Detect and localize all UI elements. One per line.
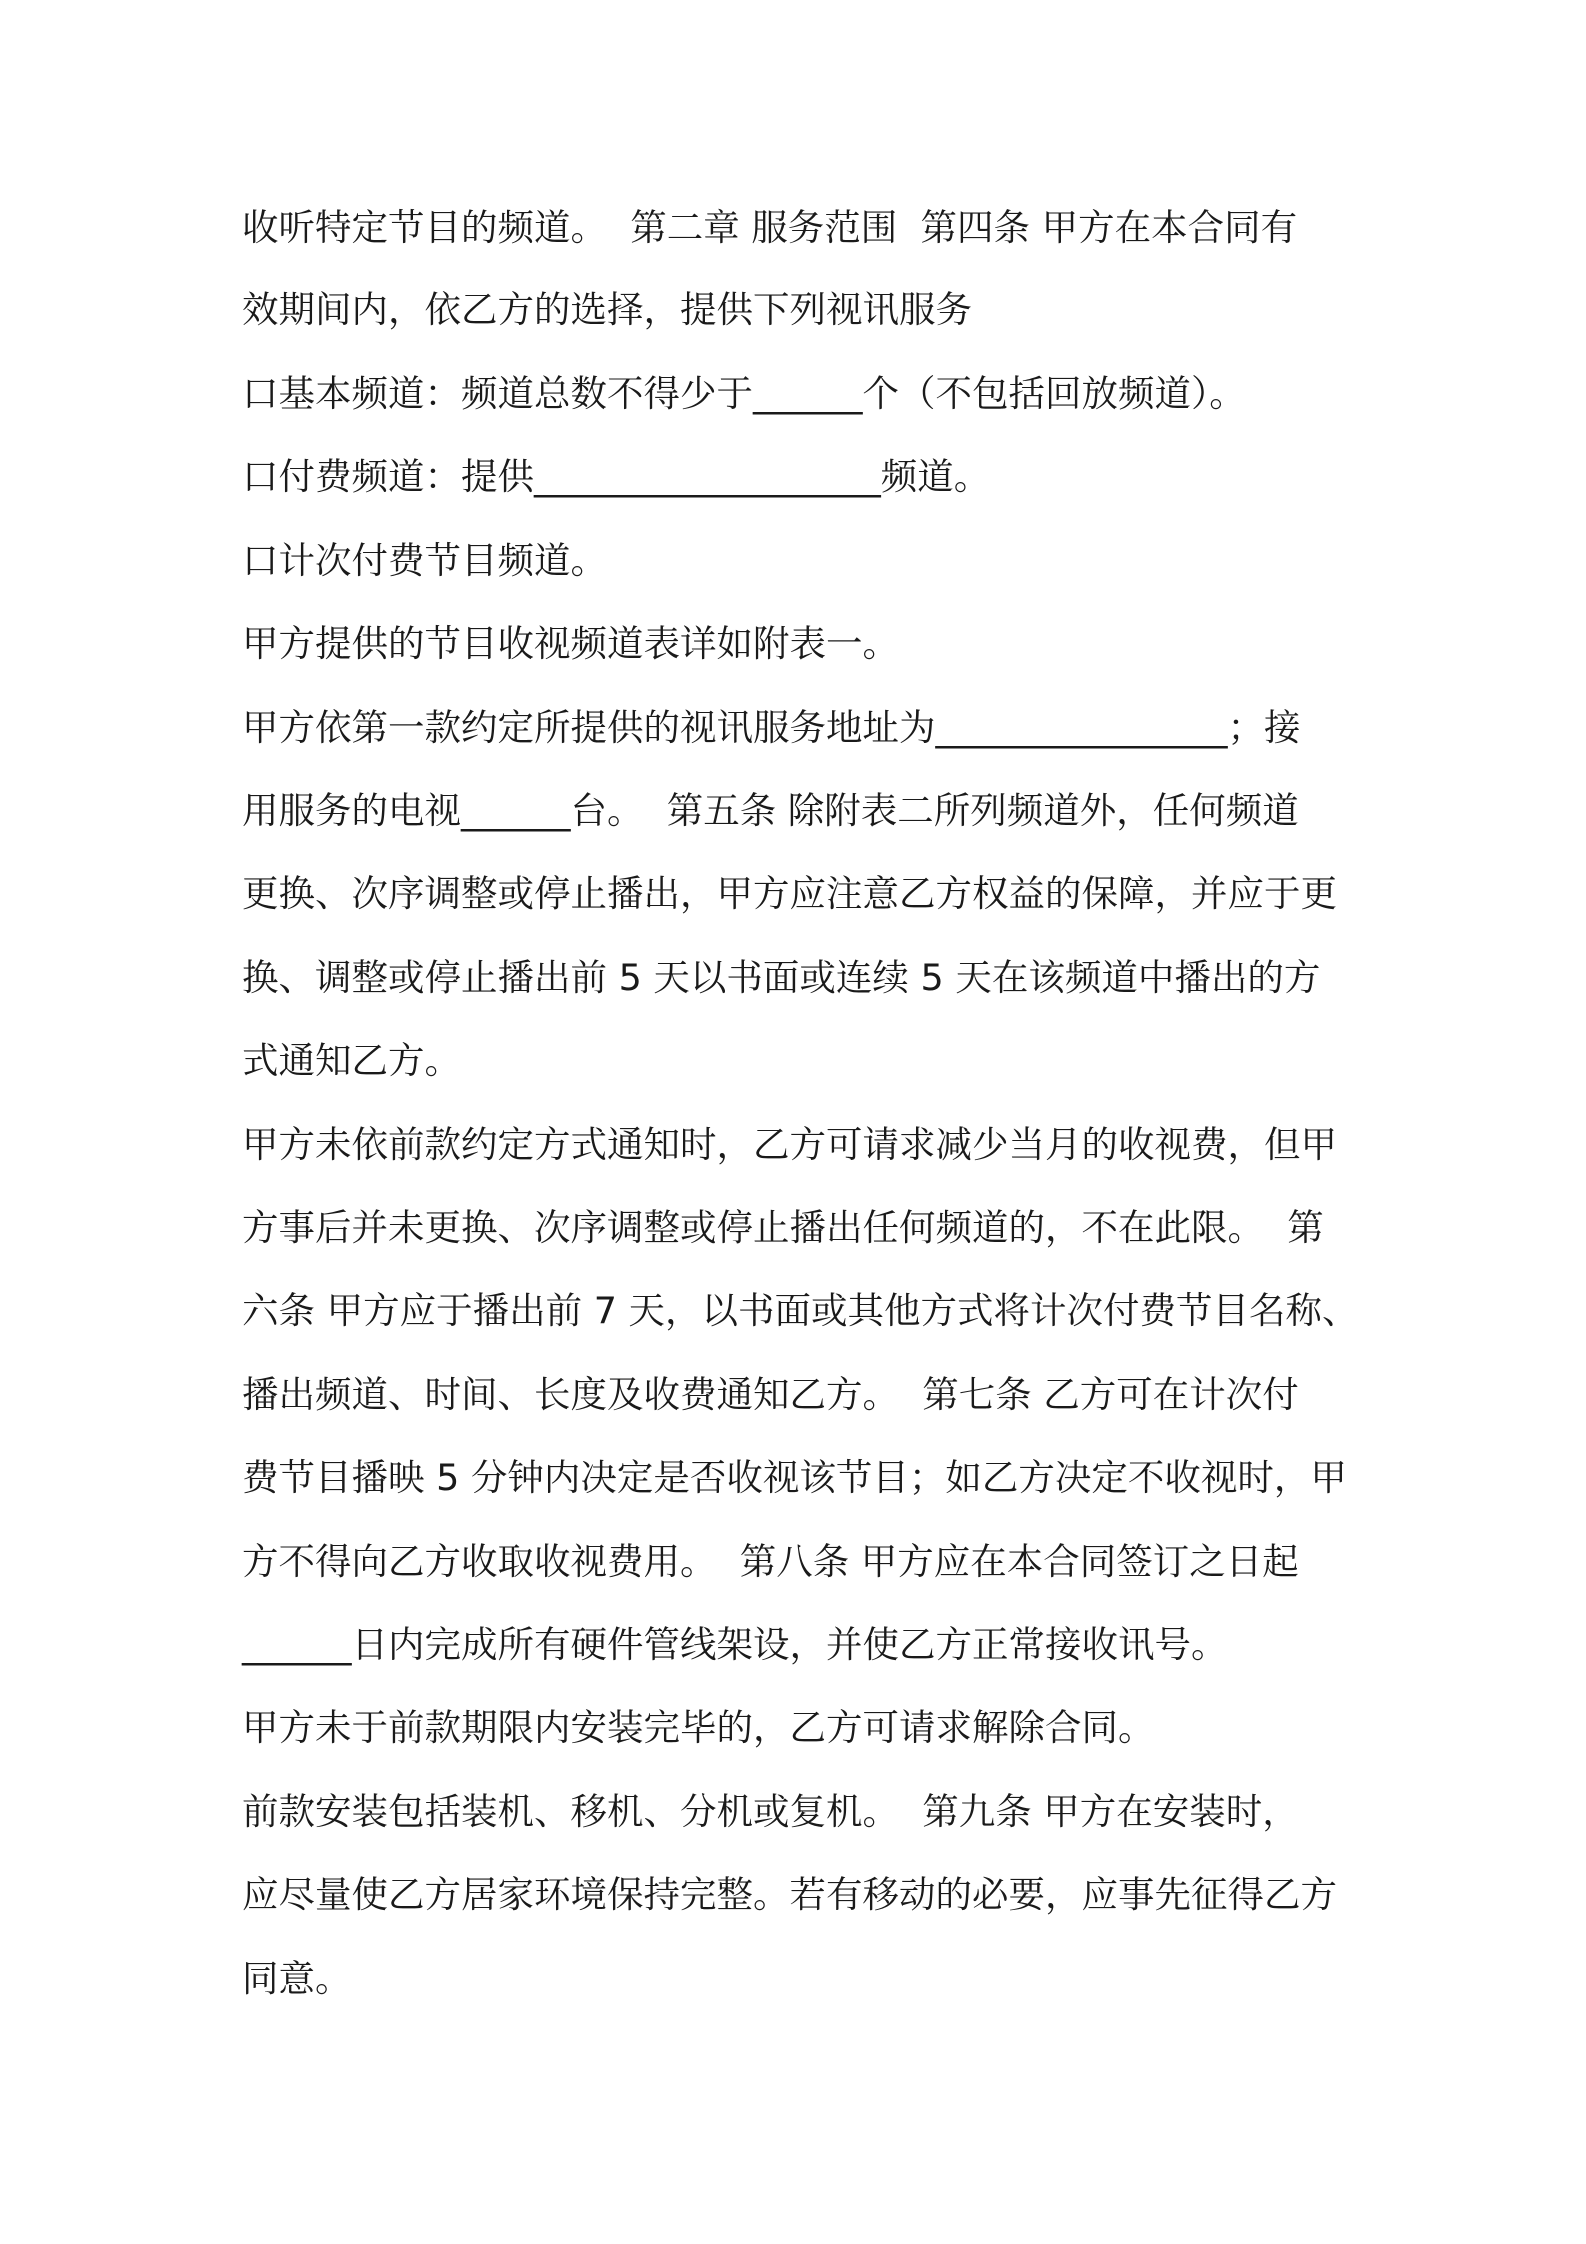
text-line-2: 效期间内，依乙方的选择，提供下列视讯服务 [242,288,972,331]
text-line-17: 方不得向乙方收取收视费用。 第八条 甲方应在本合同签订之日起 [242,1540,1299,1583]
text-line-22: 同意。 [242,1957,352,2000]
text-line-1: 收听特定节目的频道。 第二章 服务范围 第四条 甲方在本合同有 [242,206,1298,249]
text-line-11: 式通知乙方。 [242,1039,461,1082]
text-line-19: 甲方未于前款期限内安装完毕的，乙方可请求解除合同。 [242,1706,1155,1749]
text-line-16: 费节目播映 5 分钟内决定是否收视该节目；如乙方决定不收视时，甲 [242,1456,1347,1499]
text-line-21: 应尽量使乙方居家环境保持完整。若有移动的必要，应事先征得乙方 [242,1873,1337,1916]
text-line-10: 换、调整或停止播出前 5 天以书面或连续 5 天在该频道中播出的方 [242,956,1321,999]
text-line-14: 六条 甲方应于播出前 7 天，以书面或其他方式将计次付费节目名称、 [242,1289,1359,1332]
text-line-20: 前款安装包括装机、移机、分机或复机。 第九条 甲方在安装时， [242,1790,1299,1833]
text-line-15: 播出频道、时间、长度及收费通知乙方。 第七条 乙方可在计次付 [242,1373,1299,1416]
text-line-18: ______日内完成所有硬件管线架设，并使乙方正常接收讯号。 [242,1623,1228,1666]
text-line-12: 甲方未依前款约定方式通知时，乙方可请求减少当月的收视费，但甲 [242,1123,1337,1166]
text-line-6: 甲方提供的节目收视频道表详如附表一。 [242,622,899,665]
text-line-13: 方事后并未更换、次序调整或停止播出任何频道的，不在此限。 第 [242,1206,1324,1249]
text-line-3: 口基本频道：频道总数不得少于______个（不包括回放频道）。 [242,372,1246,415]
text-line-7: 甲方依第一款约定所提供的视讯服务地址为________________；接 [242,706,1301,749]
text-line-8: 用服务的电视______台。 第五条 除附表二所列频道外，任何频道 [242,789,1299,832]
text-line-5: 口计次付费节目频道。 [242,539,607,582]
text-line-9: 更换、次序调整或停止播出，甲方应注意乙方权益的保障，并应于更 [242,872,1337,915]
text-line-4: 口付费频道：提供___________________频道。 [242,455,991,498]
